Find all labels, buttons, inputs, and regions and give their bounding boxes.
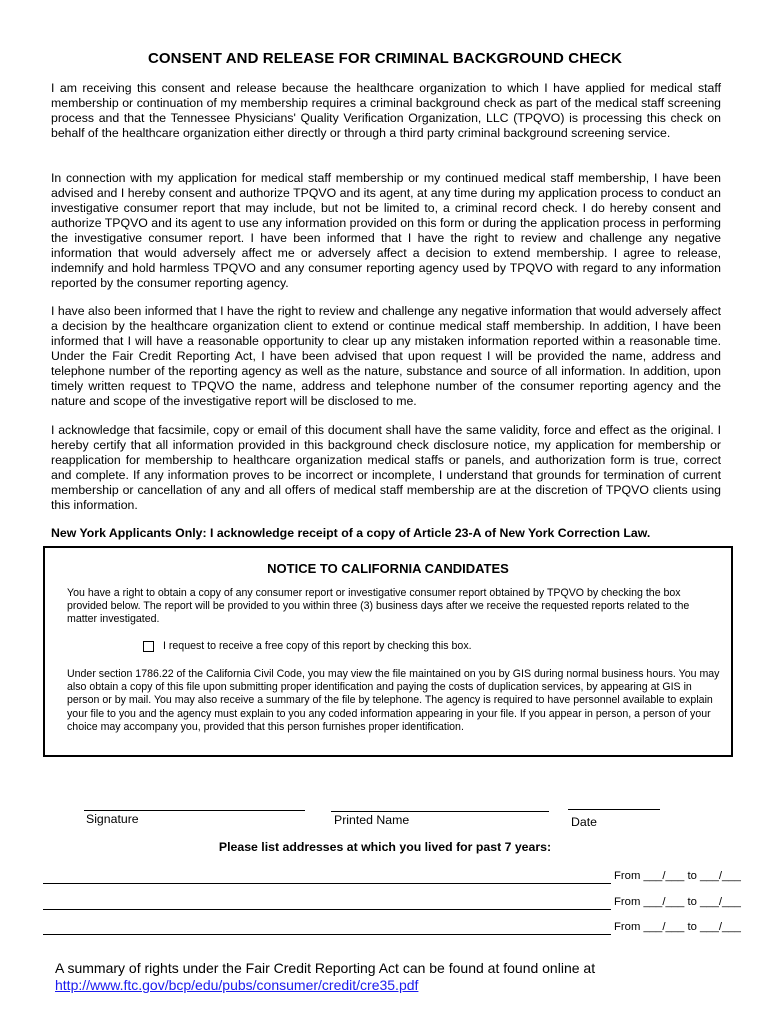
document-title: CONSENT AND RELEASE FOR CRIMINAL BACKGROUND CHECK: [147, 50, 623, 67]
address-date-range-2[interactable]: From ___/___ to ___/___: [614, 896, 741, 908]
signature-label: Signature: [86, 812, 139, 826]
date-line[interactable]: [568, 809, 660, 810]
addresses-title: Please list addresses at which you lived for past 7 years:: [218, 840, 552, 854]
fcra-summary: [55, 960, 595, 994]
paragraph-certification: I acknowledge that facsimile, copy or email of this document shall have the same validity, force and effect as the original. I hereby certify that all information provided in this background check disclosure notice, my application for membership or reapplication for membership to healthcare organization medical staffs or panels, and authorization form is true, correct and complete. If any information proves to be incorrect or incomplete, I understand that grounds for termination of current membership or cancellation of any and all offers of medical staff membership are at the discretion of TPQVO clients using this information.: [51, 423, 721, 512]
printed-name-line[interactable]: [331, 811, 549, 812]
california-notice-box: [43, 546, 733, 757]
signature-line[interactable]: [84, 810, 305, 811]
address-line-2[interactable]: [43, 909, 611, 910]
california-intro-text: You have a right to obtain a copy of any consumer report or investigative consumer report obtained by TPQVO by checking the box provided below. The report will be provided to you within three (3) business days after we receive the requested reports related to the matter investigated.: [67, 587, 690, 626]
california-notice-title: NOTICE TO CALIFORNIA CANDIDATES: [267, 561, 509, 576]
new-york-notice: New York Applicants Only: I acknowledge receipt of a copy of Article 23-A of New York Correction Law.: [51, 526, 651, 540]
address-line-1[interactable]: [43, 883, 611, 884]
california-civil-code-text: Under section 1786.22 of the California Civil Code, you may view the file maintained on you by GIS during normal business hours. You may also obtain a copy of this file upon submitting proper identification and paying the costs of duplication services, by appearing at GIS in person or by mail. You may also receive a summary of the file by telephone. The agency is required to have personnel available to explain your file to you and the agency must explain to you any coded information appearing in your file. If you appear in person, a person of your choice may accompany you, provided that this person furnishes proper identification.: [67, 668, 720, 733]
paragraph-rights: I have also been informed that I have the right to review and challenge any negative information that would adversely affect a decision by the healthcare organization client to extend or continue medical staff membership. In addition, I have been informed that I will have a reasonable opportunity to clear up any mistaken information reported within a reasonable time. Under the Fair Credit Reporting Act, I have been advised that upon request I will be provided the name, address and telephone number of the reporting agency as well as the nature, substance and source of all information. In addition, upon timely written request to TPQVO the name, address and telephone number of the consumer reporting agency and the nature and scope of the investigative report will be disclosed to me.: [51, 304, 721, 408]
copy-request-label: I request to receive a free copy of this report by checking this box.: [163, 640, 472, 652]
ftc-link[interactable]: http://www.ftc.gov/bcp/edu/pubs/consumer/credit/cre35.pdf: [55, 977, 419, 993]
address-date-range-3[interactable]: From ___/___ to ___/___: [614, 921, 741, 933]
paragraph-consent-reason: I am receiving this consent and release because the healthcare organization to which I have applied for medical staff membership or continuation of my membership requires a criminal background check as part of the medical staff screening process and that the Tennessee Physicians' Quality Verification Organization, LLC (TPQVO) is processing this check on behalf of the healthcare organization either directly or through a third party criminal background screening service.: [51, 81, 721, 140]
address-date-range-1[interactable]: From ___/___ to ___/___: [614, 870, 741, 882]
date-label: Date: [571, 815, 597, 829]
address-line-3[interactable]: [43, 934, 611, 935]
copy-request-row: [143, 640, 472, 652]
paragraph-authorization: In connection with my application for medical staff membership or my continued medical staff membership, I have been advised and I hereby consent and authorize TPQVO and its agent, at any time during my application process to conduct an investigative consumer report that may include, but not be limited to, a criminal record check. I do hereby consent and authorize TPQVO and its agent to use any information provided on this form or during the application process in performing the investigative consumer report. I have been informed that I have the right to review and challenge any negative information that would adversely affect me or adversely affect a decision to extend membership. I agree to release, indemnify and hold harmless TPQVO and any consumer reporting agency used by TPQVO with regard to any information reported by the consumer reporting agency.: [51, 171, 721, 290]
fcra-summary-text: A summary of rights under the Fair Credit Reporting Act can be found at found online at: [55, 960, 596, 976]
copy-request-checkbox[interactable]: [143, 641, 154, 652]
printed-name-label: Printed Name: [334, 813, 410, 827]
